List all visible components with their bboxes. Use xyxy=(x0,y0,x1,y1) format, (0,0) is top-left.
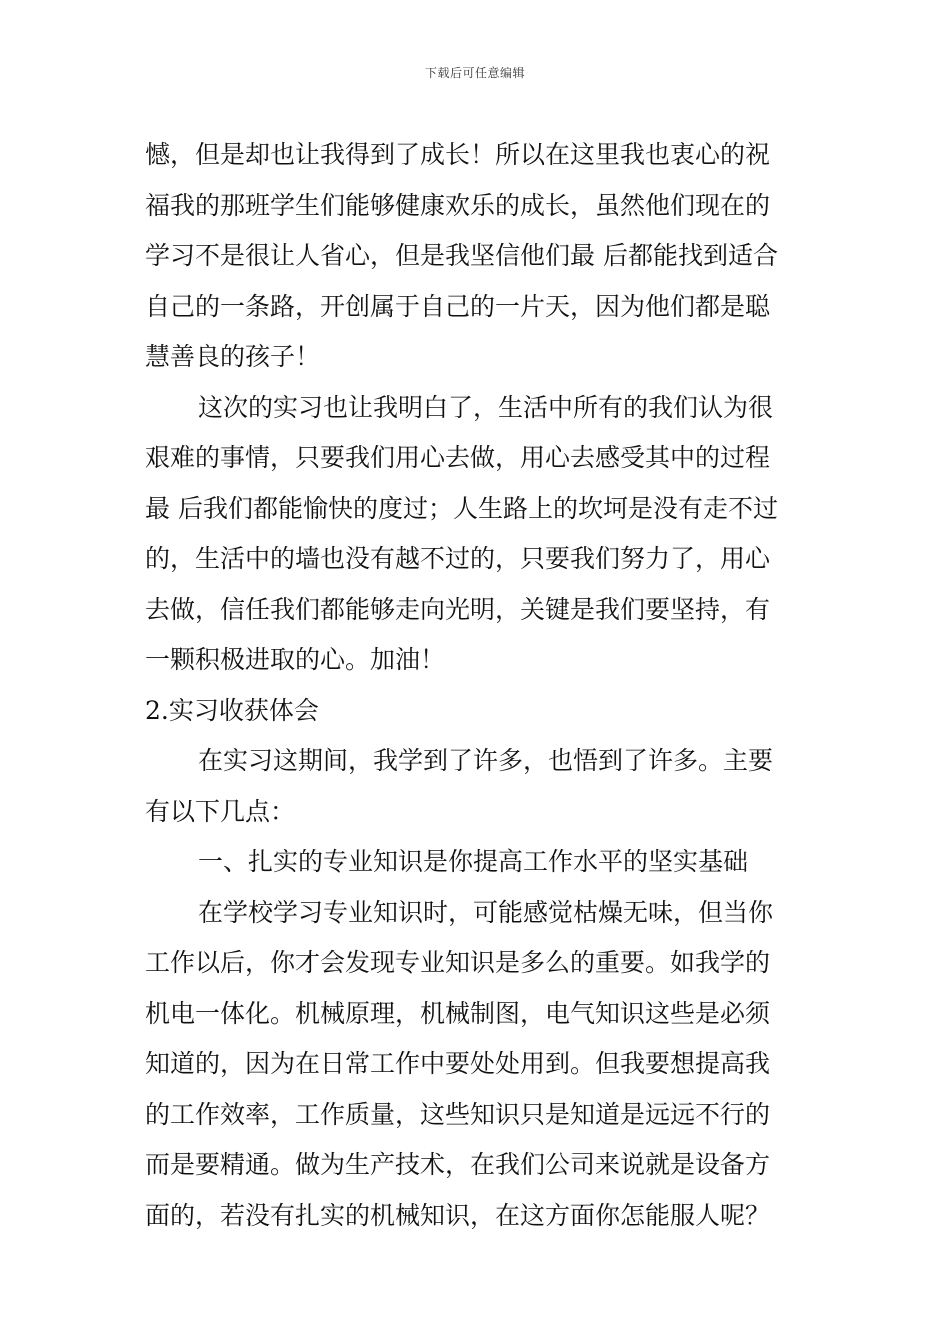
text-line: 机电一体化。机械原理，机械制图，电气知识这些是必须 xyxy=(145,998,771,1028)
text-line: 而是要精通。做为生产技术，在我们公司来说就是设备方 xyxy=(145,1150,771,1179)
text-line: 学习不是很让人省心，但是我坚信他们最 后都能找到适合 xyxy=(145,241,778,270)
text-line: 的，生活中的墙也没有越不过的，只要我们努力了，用心 xyxy=(145,544,771,573)
paragraph-first-line: 这次的实习也让我明白了，生活中所有的我们认为很 xyxy=(198,392,774,422)
text-line: 慧善良的孩子！ xyxy=(145,342,321,371)
text-line: 去做，信任我们都能够走向光明，关键是我们要坚持，有 xyxy=(145,594,771,624)
text-line: 福我的那班学生们能够健康欢乐的成长，虽然他们现在的 xyxy=(145,190,771,220)
text-line: 自己的一条路，开创属于自己的一片天，因为他们都是聪 xyxy=(145,291,771,321)
text-line: 憾，但是却也让我得到了成长！所以在这里我也衷心的祝 xyxy=(145,140,771,169)
text-line: 一颗积极进取的心。加油！ xyxy=(145,645,446,674)
text-line: 面的，若没有扎实的机械知识，在这方面你怎能服人呢？ xyxy=(145,1200,771,1230)
paragraph-first-line: 在实习这期间，我学到了许多，也悟到了许多。主要 xyxy=(198,746,774,775)
text-line: 工作以后，你才会发现专业知识是多么的重要。如我学的 xyxy=(145,948,771,977)
text-line: 最 后我们都能愉快的度过；人生路上的坎坷是没有走不过 xyxy=(145,493,778,523)
text-line: 知道的，因为在日常工作中要处处用到。但我要想提高我 xyxy=(145,1049,771,1078)
text-line: 有以下几点： xyxy=(145,796,296,826)
text-line: 的工作效率，工作质量，这些知识只是知道是远远不行的 xyxy=(145,1099,771,1129)
page-header: 下载后可任意编辑 xyxy=(424,66,525,80)
section-heading: 2.实习收获体会 xyxy=(145,695,319,725)
paragraph-first-line: 在学校学习专业知识时，可能感觉枯燥无味，但当你 xyxy=(198,897,774,927)
text-line: 艰难的事情，只要我们用心去做，用心去感受其中的过程 xyxy=(145,443,771,472)
subsection-heading: 一、扎实的专业知识是你提高工作水平的坚实基础 xyxy=(198,847,749,876)
document-body xyxy=(145,130,810,1241)
